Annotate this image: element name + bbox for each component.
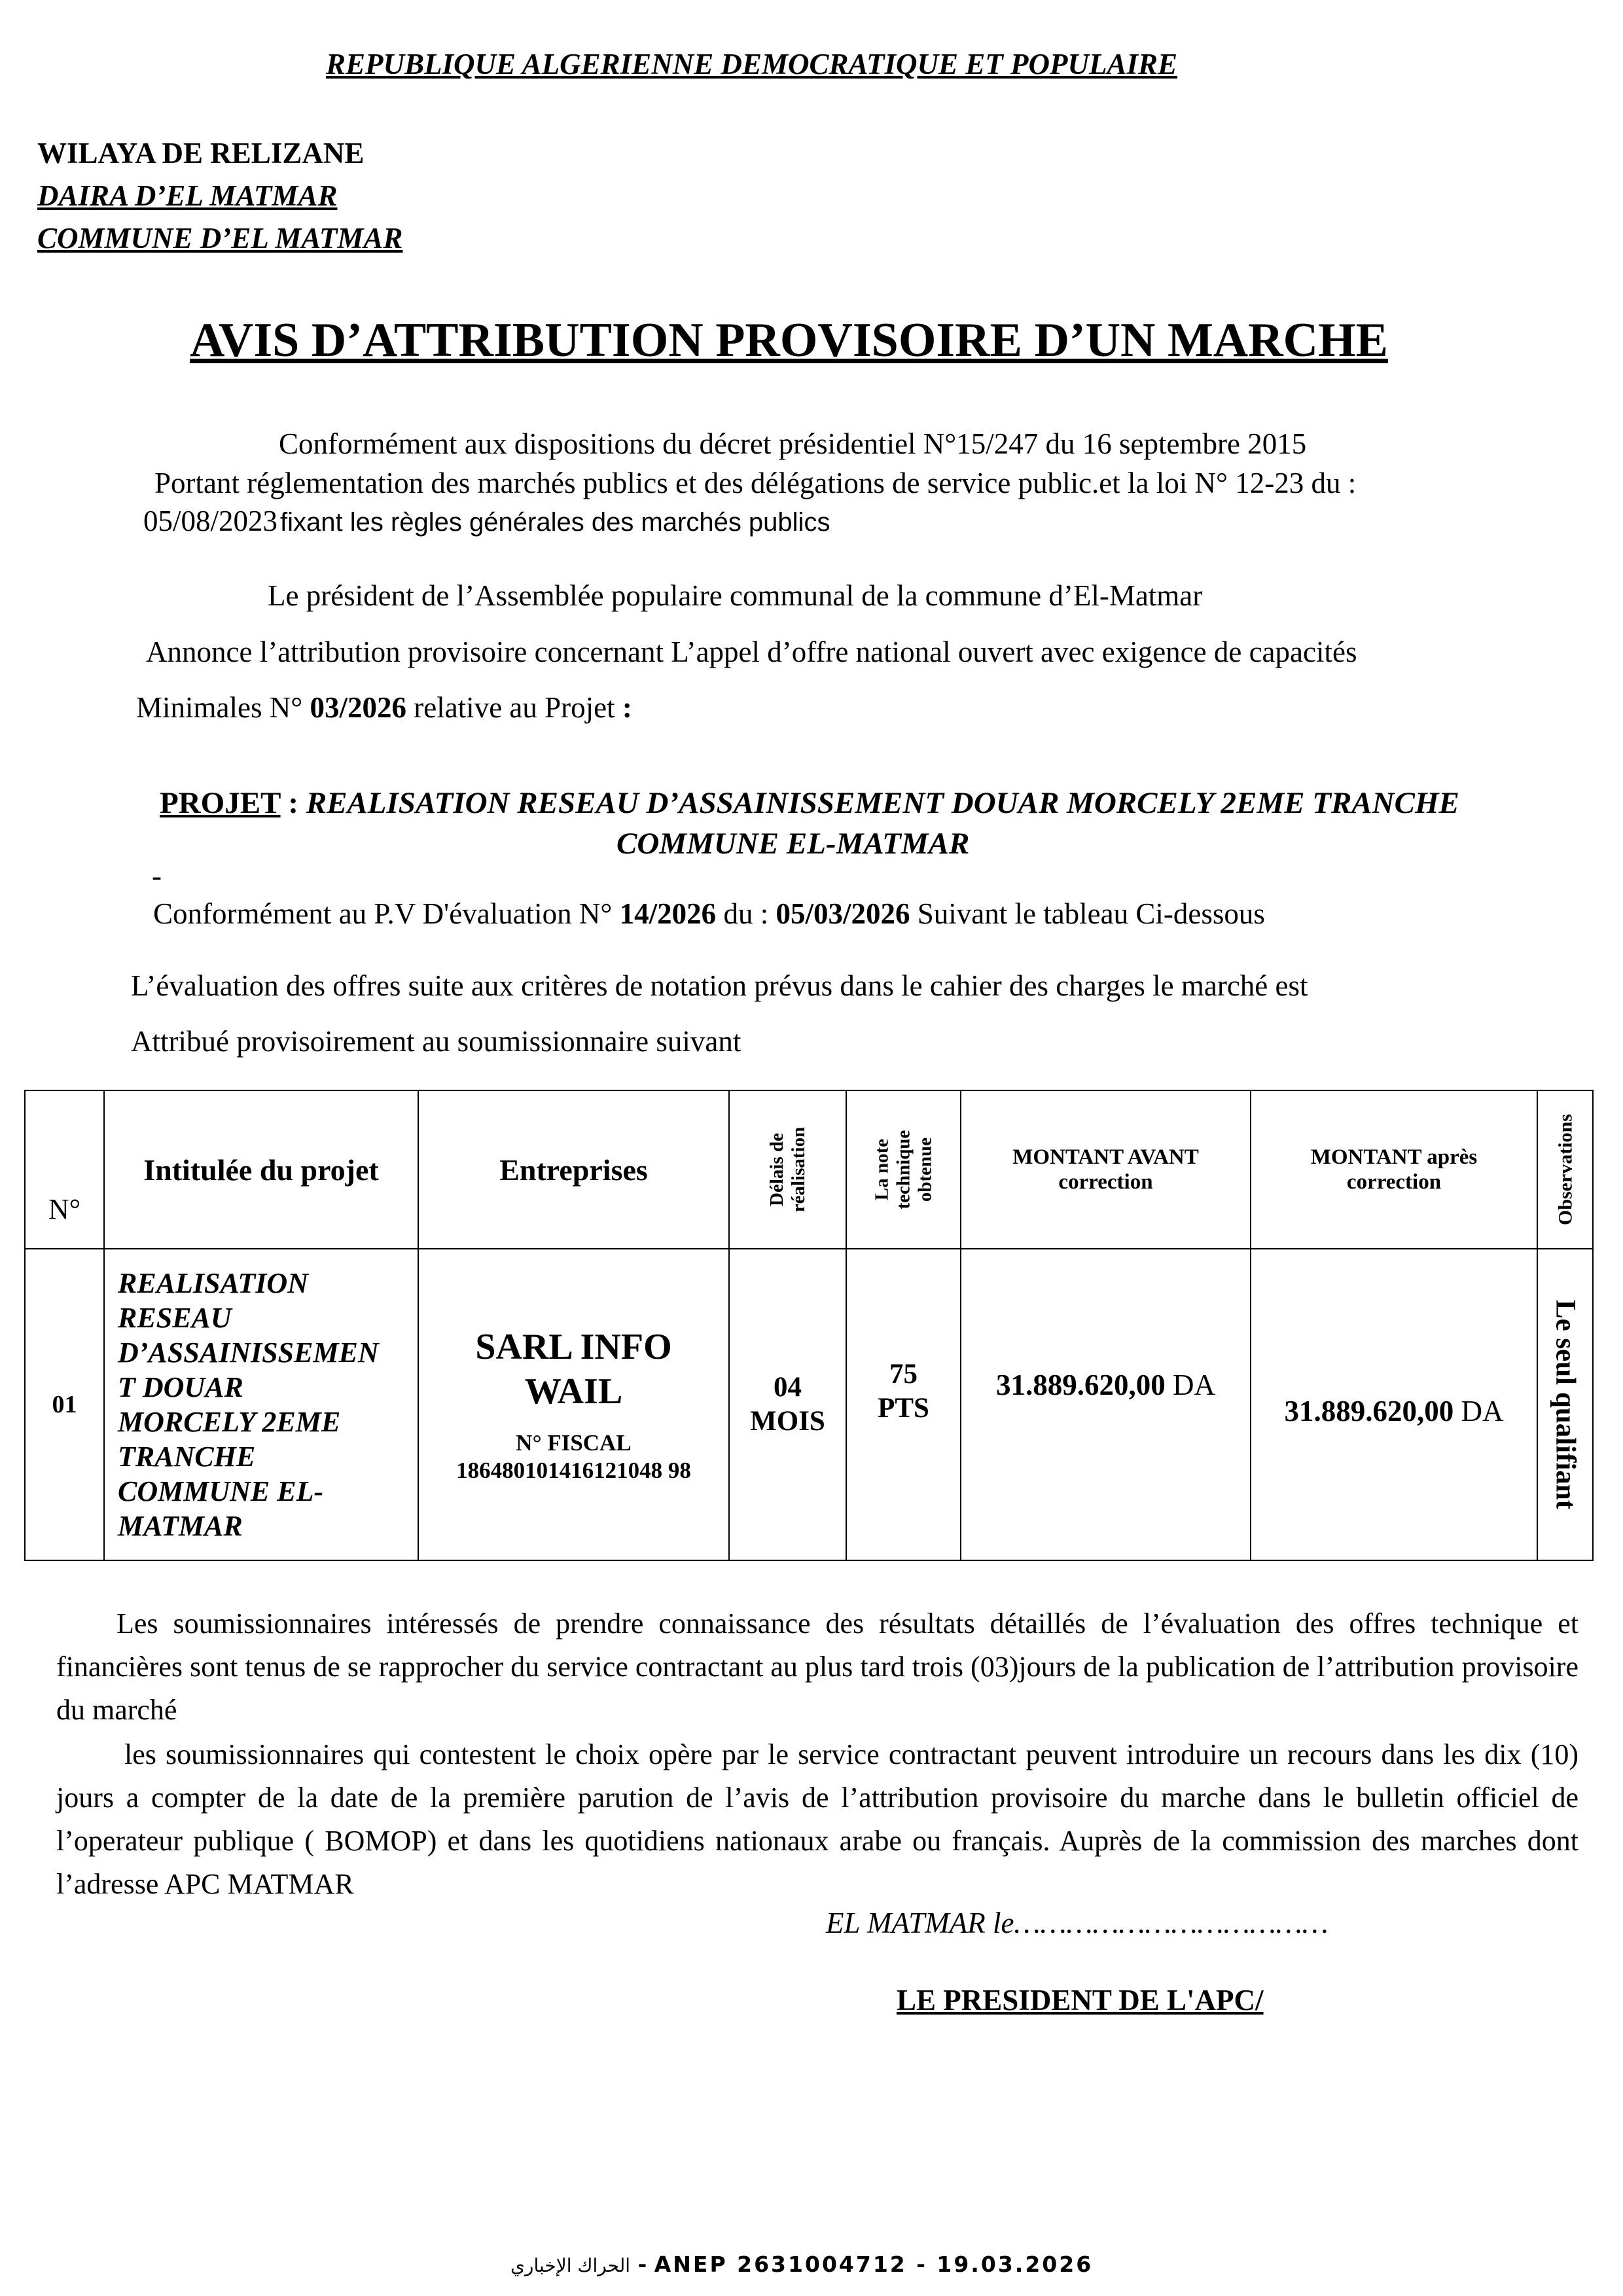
project-name: REALISATION RESEAU D’ASSAINISSEMENT DOUAR MORCELY 2EME TRANCHE bbox=[306, 786, 1459, 820]
president-line: Le président de l’Assemblée populaire communal de la commune d’El-Matmar bbox=[268, 579, 1203, 612]
tender-number: 03/2026 bbox=[310, 691, 406, 724]
header-amount-after bbox=[1251, 1090, 1537, 1249]
header-num: N° bbox=[25, 1090, 104, 1249]
header-delay-l2: réalisation bbox=[787, 1126, 809, 1213]
law-description: fixant les règles générales des marchés publics bbox=[280, 508, 830, 537]
row-company bbox=[418, 1249, 729, 1560]
table-header-row bbox=[25, 1090, 1593, 1249]
closing-paragraph-2: les soumissionnaires qui contestent le choix opère par le service contractant peuvent introduire un recours dans les dix (10) jours a compter de la date de la première parution de l’avis de l’attribution provisoire du marche dans le bulletin officiel de l’operateur publique ( BOMOP) et dans les quotidiens nationaux arabe ou français. Auprès de la commission des marches dont l’adresse APC MATMAR bbox=[56, 1738, 1578, 1900]
pv-date: 05/03/2026 bbox=[776, 897, 910, 930]
fiscal-label: N° FISCAL bbox=[516, 1430, 632, 1456]
header-observations bbox=[1537, 1090, 1593, 1249]
header-before-l2: correction bbox=[1058, 1170, 1153, 1194]
newspaper-name: الحراك الإخباري bbox=[510, 2255, 631, 2276]
project-separator: : bbox=[280, 786, 306, 820]
observation-text: Le seul qualifiant bbox=[1550, 1299, 1580, 1510]
wilaya-label: WILAYA DE RELIZANE bbox=[37, 137, 365, 170]
minimales-line bbox=[136, 691, 632, 725]
header-delay bbox=[729, 1090, 846, 1249]
header-observations-text: Observations bbox=[1554, 1113, 1576, 1226]
header-score-text bbox=[871, 1130, 936, 1210]
currency-label: DA bbox=[1173, 1369, 1215, 1401]
header-company: Entreprises bbox=[418, 1090, 729, 1249]
table-row bbox=[25, 1249, 1593, 1560]
commune-label: COMMUNE D’EL MATMAR bbox=[37, 222, 403, 255]
header-after-l2: correction bbox=[1346, 1170, 1442, 1194]
row-score: 75 PTS bbox=[846, 1249, 961, 1560]
minimales-label: Minimales N° bbox=[136, 691, 303, 724]
project-label: PROJET bbox=[160, 786, 281, 820]
intro-line-1: Conformément aux dispositions du décret présidentiel N°15/247 du 16 septembre 2015 bbox=[279, 427, 1307, 460]
republic-heading: REPUBLIQUE ALGERIENNE DEMOCRATIQUE ET POPULAIRE bbox=[326, 48, 1178, 81]
closing-paragraph-1: Les soumissionnaires intéressés de prendre connaissance des résultats détaillés de l’évaluation des offres technique et financières sont tenus de se rapprocher du service contractant au plus tard trois (03)jours de la publication de l’attribution provisoire du marché bbox=[56, 1607, 1578, 1726]
row-amount-before bbox=[961, 1249, 1251, 1560]
pv-suffix: Suivant le tableau Ci-dessous bbox=[917, 897, 1265, 930]
row-observation bbox=[1537, 1249, 1593, 1560]
fiscal-number: 186480101416121048 98 bbox=[456, 1458, 691, 1483]
footer-reference bbox=[510, 2251, 1093, 2277]
header-project: Intitulée du projet bbox=[104, 1090, 418, 1249]
project-line-2: COMMUNE EL-MATMAR bbox=[616, 827, 970, 861]
daira-label: DAIRA D’EL MATMAR bbox=[37, 179, 338, 212]
dash: - bbox=[152, 859, 162, 892]
amount-after-value: 31.889.620,00 bbox=[1284, 1395, 1454, 1427]
anep-reference: - ANEP 2631004712 - 19.03.2026 bbox=[637, 2251, 1094, 2277]
pv-label: Conformément au P.V D'évaluation N° bbox=[153, 897, 613, 930]
project-line-1 bbox=[160, 785, 1459, 821]
header-score-l2: technique bbox=[893, 1130, 914, 1210]
award-table bbox=[24, 1090, 1594, 1561]
header-score bbox=[846, 1090, 961, 1249]
signature-title: LE PRESIDENT DE L'APC/ bbox=[897, 1984, 1264, 2017]
row-amount-after bbox=[1251, 1249, 1537, 1560]
signature-place: EL MATMAR le……………………………… bbox=[826, 1907, 1329, 1939]
row-project: REALISATION RESEAU D’ASSAINISSEMEN T DOUAR MORCELY 2EME TRANCHE COMMUNE EL- MATMAR bbox=[104, 1249, 418, 1560]
row-num: 01 bbox=[25, 1249, 104, 1560]
header-score-l1: La note bbox=[871, 1138, 892, 1201]
intro-line-2: Portant réglementation des marchés publics et des délégations de service public.et la loi N° 12-23 du : bbox=[154, 467, 1357, 499]
evaluation-line-1: L’évaluation des offres suite aux critères de notation prévus dans le cahier des charges le marché est bbox=[131, 969, 1308, 1002]
page-title: AVIS D’ATTRIBUTION PROVISOIRE D’UN MARCHE bbox=[190, 314, 1389, 367]
header-delay-l1: Délais de bbox=[766, 1133, 787, 1206]
pv-line bbox=[153, 897, 1265, 931]
evaluation-line-2: Attribué provisoirement au soumissionnaire suivant bbox=[131, 1025, 741, 1058]
header-amount-before bbox=[961, 1090, 1251, 1249]
header-delay-text bbox=[766, 1127, 810, 1213]
relative-label: relative au Projet bbox=[414, 691, 615, 724]
header-score-l3: obtenue bbox=[914, 1137, 935, 1202]
company-name: SARL INFO WAIL bbox=[475, 1327, 672, 1412]
row-delay: 04 MOIS bbox=[729, 1249, 846, 1560]
law-date: 05/08/2023 bbox=[143, 505, 278, 537]
pv-du: du : bbox=[723, 897, 769, 930]
pv-number: 14/2026 bbox=[619, 897, 717, 930]
header-after-l1: MONTANT après bbox=[1310, 1145, 1478, 1169]
intro-line-3 bbox=[143, 504, 830, 538]
announce-line: Annonce l’attribution provisoire concernant L’appel d’offre national ouvert avec exigence de capacités bbox=[146, 636, 1357, 668]
currency-label: DA bbox=[1461, 1395, 1504, 1427]
header-before-l1: MONTANT AVANT bbox=[1012, 1145, 1199, 1169]
amount-before-value: 31.889.620,00 bbox=[996, 1369, 1166, 1401]
colon: : bbox=[622, 691, 632, 724]
